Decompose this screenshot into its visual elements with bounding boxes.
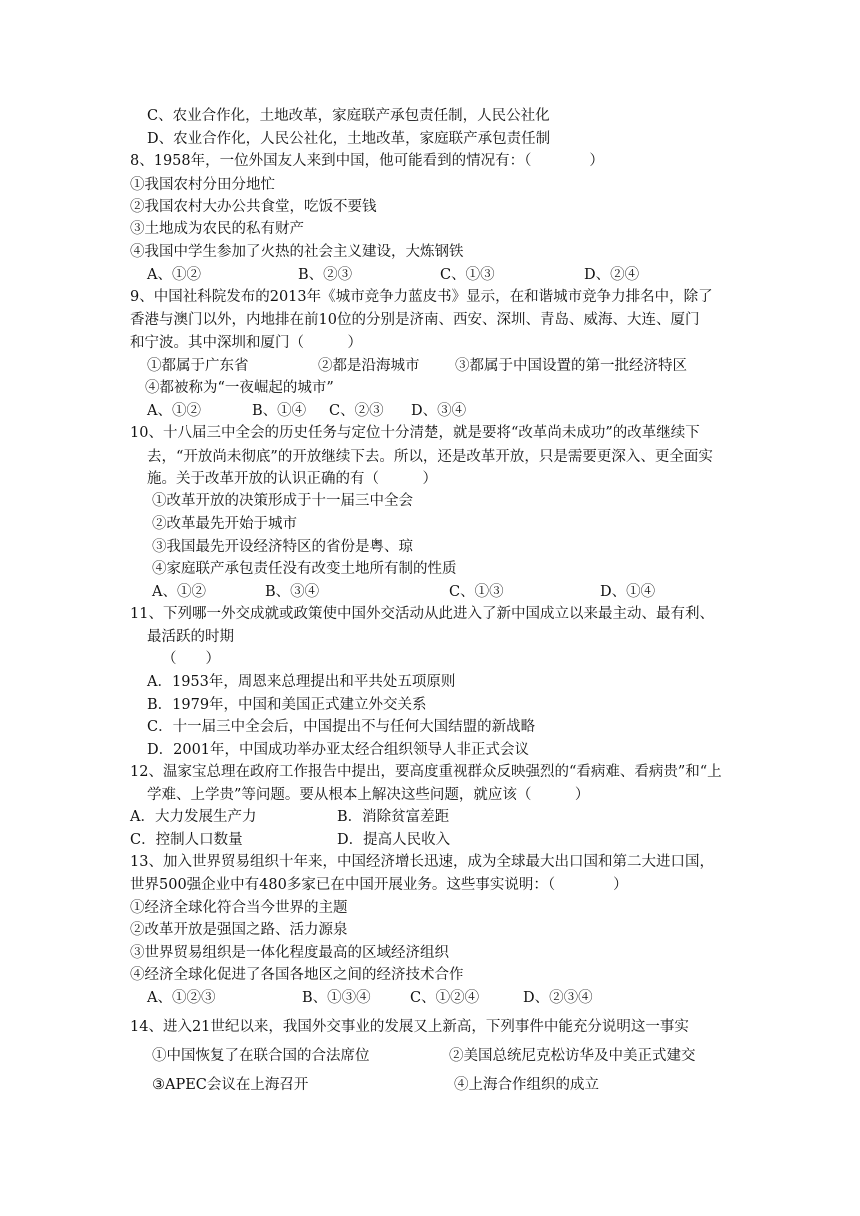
q9-option-a: A、①② [147, 403, 201, 419]
q8-item-1: ①我国农村分田分地忙 [130, 177, 275, 193]
q8-item-2: ②我国农村大办公共食堂，吃饭不要钱 [130, 199, 377, 215]
q13-stem-line1: 13、加入世界贸易组织十年来，中国经济增长迅速，成为全球最大出口国和第二大进口国， [130, 854, 714, 870]
q14-stem: 14、进入21世纪以来，我国外交事业的发展又上新高，下列事件中能充分说明这一事实 [130, 1019, 689, 1035]
q8-option-a: A、①② [147, 267, 201, 283]
q9-option-d: D、③④ [411, 403, 467, 419]
q10-item-1: ①改革开放的决策形成于十一届三中全会 [152, 493, 413, 509]
q13-option-c: C、①②④ [410, 990, 480, 1006]
q11-option-a: A．1953年，周恩来总理提出和平共处五项原则 [147, 674, 456, 690]
q14-item-4: ④上海合作组织的成立 [454, 1077, 599, 1093]
q8-item-4: ④我国中学生参加了火热的社会主义建设，大炼钢铁 [130, 244, 464, 260]
q8-option-b: B、②③ [298, 267, 353, 283]
q11-stem-line2: 最活跃的时期 [147, 629, 234, 645]
q8-item-3: ③土地成为农民的私有财产 [130, 221, 304, 237]
q9-stem-line3: 和宁波。其中深圳和厦门（ ） [130, 335, 362, 351]
q13-item-3: ③世界贸易组织是一体化程度最高的区域经济组织 [130, 945, 449, 961]
q12-stem-line2: 学难、上学贵”等问题。要从根本上解决这些问题，就应该（ ） [147, 787, 590, 803]
q8-stem: 8、1958年，一位外国友人来到中国，他可能看到的情况有：（ ） [130, 153, 604, 169]
q12-option-c: C．控制人口数量 [130, 832, 243, 848]
q12-option-b: B．消除贫富差距 [337, 809, 450, 825]
q9-item-1: ①都属于广东省 [147, 358, 249, 374]
q8-option-c: C、①③ [440, 267, 495, 283]
q13-option-a: A、①②③ [147, 990, 216, 1006]
q13-stem-line2: 世界500强企业中有480多家已在中国开展业务。这些事实说明：（ ） [130, 877, 628, 893]
q10-option-b: B、③④ [265, 584, 320, 600]
q14-item-2: ②美国总统尼克松访华及中美正式建交 [449, 1048, 696, 1064]
q9-item-4: ④都被称为“一夜崛起的城市” [145, 380, 334, 396]
q7-option-c: C、农业合作化，土地改革，家庭联产承包责任制，人民公社化 [147, 108, 550, 124]
q11-option-d: D．2001年，中国成功举办亚太经合组织领导人非正式会议 [147, 742, 530, 758]
q10-option-c: C、①③ [449, 584, 504, 600]
q13-item-1: ①经济全球化符合当今世界的主题 [130, 900, 348, 916]
q9-item-3: ③都属于中国设置的第一批经济特区 [455, 358, 687, 374]
q7-option-d: D、农业合作化，人民公社化，土地改革，家庭联产承包责任制 [147, 131, 551, 147]
q14-item-3: ③APEC会议在上海召开 [152, 1077, 309, 1093]
q9-stem-line1: 9、中国社科院发布的2013年《城市竞争力蓝皮书》显示，在和谐城市竞争力排名中，除了 [130, 289, 713, 305]
q12-option-d: D．提高人民收入 [337, 832, 451, 848]
q9-stem-line2: 香港与澳门以外，内地排在前10位的分别是济南、西安、深圳、青岛、威海、大连、厦门 [130, 312, 700, 328]
q8-option-d: D、②④ [584, 267, 640, 283]
q10-stem-line2: 去，“开放尚未彻底”的开放继续下去。所以，还是改革开放，只是需要更深入、更全面实 [147, 449, 713, 465]
q10-stem-line1: 10、十八届三中全会的历史任务与定位十分清楚，就是要将“改革尚未成功”的改革继续下 [130, 425, 700, 441]
q12-stem-line1: 12、温家宝总理在政府工作报告中提出，要高度重视群众反映强烈的“看病难、看病贵”和“上 [130, 764, 722, 780]
q10-item-2: ②改革最先开始于城市 [152, 516, 297, 532]
q10-stem-line3: 施。关于改革开放的认识正确的有（ ） [147, 471, 437, 487]
q11-stem-line1: 11、下列哪一外交成就或政策使中国外交活动从此进入了新中国成立以来最主动、最有利、 [130, 606, 714, 622]
q14-item-1: ①中国恢复了在联合国的合法席位 [152, 1048, 370, 1064]
q9-option-c: C、②③ [329, 403, 384, 419]
q9-item-2: ②都是沿海城市 [318, 358, 420, 374]
q10-option-a: A、①② [152, 584, 206, 600]
q13-option-b: B、①③④ [302, 990, 371, 1006]
q12-option-a: A．大力发展生产力 [130, 809, 257, 825]
q10-option-d: D、①④ [600, 584, 656, 600]
q13-option-d: D、②③④ [523, 990, 593, 1006]
q13-item-2: ②改革开放是强国之路、活力源泉 [130, 922, 348, 938]
q11-answer-paren: （ ） [162, 651, 220, 667]
q10-item-4: ④家庭联产承包责任没有改变土地所有制的性质 [152, 561, 457, 577]
q11-option-c: C．十一届三中全会后，中国提出不与任何大国结盟的新战略 [147, 719, 536, 735]
q9-option-b: B、①④ [252, 403, 307, 419]
q13-item-4: ④经济全球化促进了各国各地区之间的经济技术合作 [130, 967, 464, 983]
q10-item-3: ③我国最先开设经济特区的省份是粤、琼 [152, 539, 413, 555]
q11-option-b: B．1979年，中国和美国正式建立外交关系 [147, 697, 427, 713]
